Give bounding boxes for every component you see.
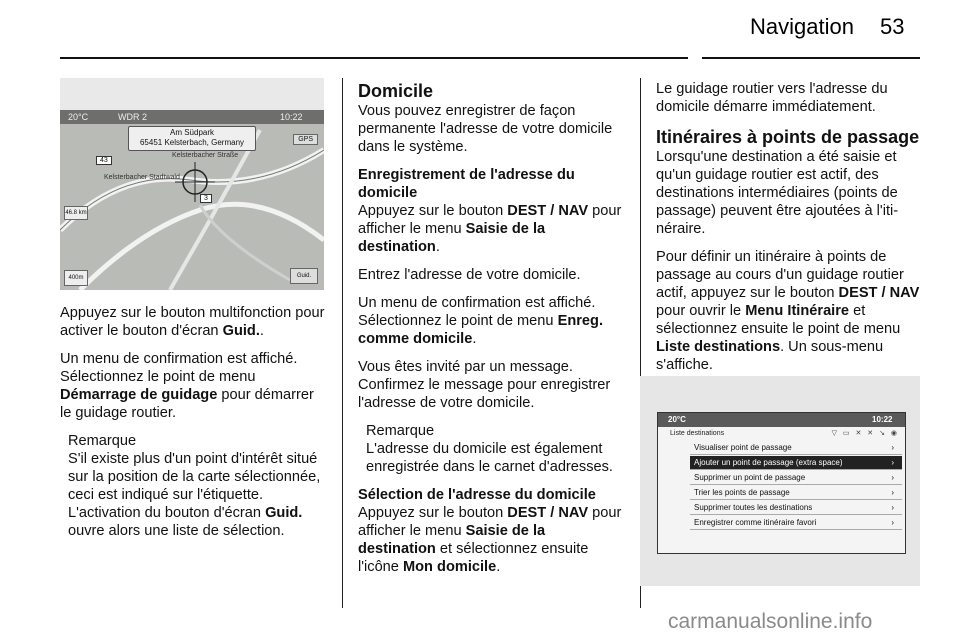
column-1 (60, 304, 326, 540)
page-number: 53 (880, 14, 905, 39)
col3-paragraph-2: Lorsqu'une destination a été saisie et qu'un guidage routier est actif, des destinations intermédiaires (points de passage) peuvent être ajoutées à l'itinéraire. (656, 149, 899, 237)
chevron-right-icon: › (891, 458, 894, 467)
map-address-line2: 65451 Kelsterbach, Germany (139, 138, 245, 147)
route-menu-time: 10:22 (872, 415, 893, 424)
map-time: 10:22 (280, 112, 303, 122)
col2-note-text: L'adresse du domicile est également enregistrée dans le carnet d'adresses. (366, 441, 613, 475)
map-display (60, 110, 324, 290)
col2-subheading-1: Enregistrement de l'adresse du domicile (358, 167, 575, 201)
col3-heading: Itinéraires à points de passage (656, 127, 920, 147)
map-screenshot (60, 78, 324, 290)
map-road-shield-1: 43 (96, 156, 112, 165)
map-road-label-2: Kelsterbacher Stadtwald (104, 174, 180, 181)
map-station: WDR 2 (118, 112, 147, 122)
header-rule-left (60, 57, 688, 59)
route-menu-item[interactable]: Visualiser point de passage › (690, 441, 902, 455)
header-rule-right (702, 57, 920, 59)
col1-note-title: Remarque (68, 433, 137, 449)
col2-subheading-2: Sélection de l'adresse du domicile (358, 487, 596, 503)
route-menu-display (657, 412, 906, 554)
route-menu-item[interactable]: Supprimer un point de passage › (690, 471, 902, 485)
column-3 (656, 80, 922, 384)
map-address-line1: Am Südpark (169, 128, 215, 137)
col2-step-4: Vous êtes invité par un message. Confirmez le message pour enregistrer l'adresse de votre domicile. (358, 359, 611, 411)
col2-note-title: Remarque (366, 423, 435, 439)
chevron-right-icon: › (891, 488, 894, 497)
map-temperature: 20°C (68, 112, 89, 122)
route-menu-item-selected[interactable]: Ajouter un point de passage (extra space) › (690, 456, 902, 470)
col1-note-text: S'il existe plus d'un point d'intérêt situé sur la position de la carte sélectionnée, ceci est indiqué sur l'étiquette. L'activation du bouton d'écran Guid. ouvre alors une liste de sélection. (68, 451, 321, 539)
route-menu-temperature: 20°C (668, 415, 686, 424)
chevron-right-icon: › (891, 503, 894, 512)
col2-note (358, 422, 624, 476)
col2-step-5: Appuyez sur le bouton DEST / NAV pour afficher le menu Saisie de la destination et sélectionnez ensuite l'icône Mon domicile. (358, 505, 622, 575)
chevron-right-icon: › (891, 473, 894, 482)
chevron-right-icon: › (891, 518, 894, 527)
col2-intro: Vous pouvez enregistrer de façon permanente l'adresse de votre domicile dans le système. (358, 103, 613, 155)
column-divider-1 (342, 78, 343, 608)
chevron-right-icon: › (891, 443, 894, 452)
col2-step-3: Un menu de confirmation est affiché. Sélectionnez le point de menu Enreg. comme domicile. (358, 295, 604, 347)
route-menu-title: Liste destinations (670, 430, 725, 437)
page-title: Navigation (750, 14, 854, 39)
col1-note (60, 432, 326, 540)
col2-step-2: Entrez l'adresse de votre domicile. (358, 267, 581, 283)
route-menu-item[interactable]: Supprimer toutes les destinations › (690, 501, 902, 515)
route-menu-status-icons: ▽ ▭ ✕ ✕ ↘ ◉ (831, 430, 899, 437)
watermark: carmanualsonline.info (668, 610, 873, 633)
route-menu-item[interactable]: Enregistrer comme itinéraire favori › (690, 516, 902, 530)
map-distance-box: 46.8 km (64, 206, 88, 220)
col3-paragraph-3: Pour définir un itinéraire à points de passage au cours d'un guidage routier actif, appuyez sur le bouton DEST / NAV pour ouvrir le Menu Itinéraire et sélectionnez ensuite le point de menu Liste destinations. Un sous-menu s'affiche. (656, 249, 920, 373)
map-gps-button[interactable]: GPS (293, 134, 318, 145)
route-menu-screenshot (640, 376, 920, 586)
column-2 (358, 80, 624, 586)
map-road-label-1: Kelsterbacher Straße (172, 152, 239, 159)
map-guid-button[interactable]: Guid. (290, 268, 318, 284)
map-status-bar (60, 110, 324, 124)
col2-step-1: Appuyez sur le bouton DEST / NAV pour afficher le menu Saisie de la destination. (358, 203, 622, 255)
map-address-label (128, 126, 256, 151)
route-menu-item[interactable]: Trier les points de passage › (690, 486, 902, 500)
col1-paragraph-1: Appuyez sur le bouton multifonction pour activer le bouton d'écran Guid.. (60, 305, 325, 339)
route-menu-status-bar (658, 413, 905, 427)
col2-heading: Domicile (358, 81, 434, 101)
col3-paragraph-1: Le guidage routier vers l'adresse du domicile démarre immédiatement. (656, 81, 888, 115)
map-road-shield-2: 3 (200, 194, 212, 203)
col1-paragraph-2: Un menu de confirmation est affiché. Sélectionnez le point de menu Démarrage de guidage pour démarrer le guidage routier. (60, 351, 314, 421)
map-scale: 400m (64, 270, 88, 286)
